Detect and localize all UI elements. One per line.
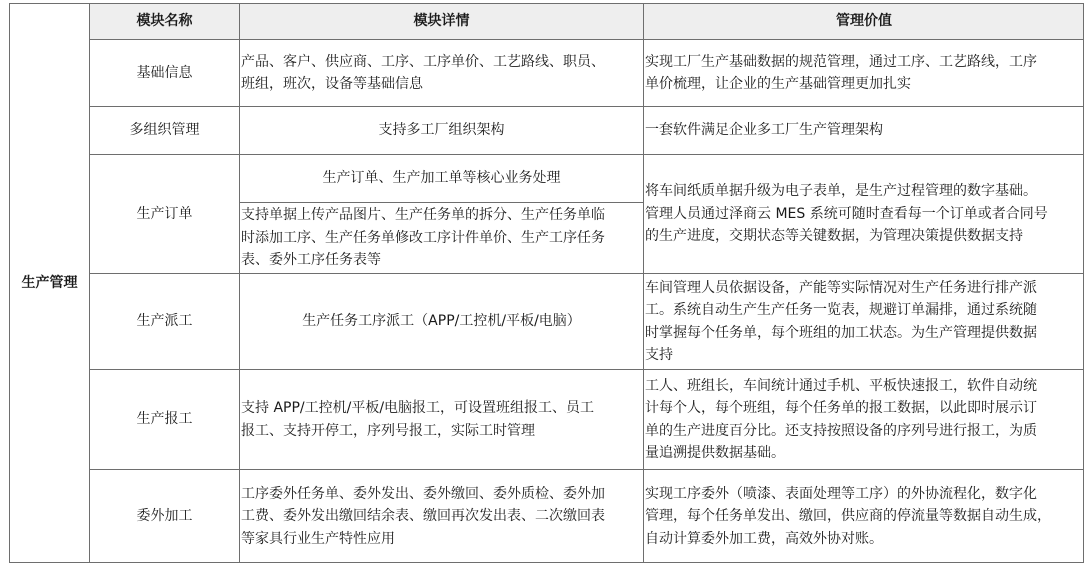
row-multi-org-detail [239,106,643,154]
row-multi-org-value [643,106,1084,154]
header-module-detail-text: 模块详情 [413,13,470,30]
module-detail: 生产任务工序派工（APP/工控机/平板/电脑） [302,313,581,330]
module-name: 生产报工 [136,411,193,428]
module-name: 生产订单 [136,205,193,222]
row-production-order-name [89,154,239,273]
table-bottom-border [9,562,1084,563]
management-value: 车间管理人员依据设备，产能等实际情况对生产任务进行排产派 工。系统自动生产生产任务一览表，规避订单漏排，通过系统随 时掌握每个任务单，每个班组的加工状态。为生产管理提供数据 支持 [645,279,1037,363]
row-outsourcing-value [643,469,1084,563]
management-value: 工人、班组长，车间统计通过手机、平板快速报工，软件自动统 计每个人，每个班组，每个任务单的报工数据，以此即时展示订 单的生产进度百分比。还支持按照设备的序列号进行报工，为质 量追溯提供数据基础。 [645,377,1037,461]
row-work-report-name [89,369,239,469]
category-label: 生产管理 [21,275,78,292]
row-dispatch-value [643,273,1084,369]
row-production-order-detail-b [239,202,643,273]
row-multi-org-name [89,106,239,154]
header-management-value [643,3,1084,39]
module-detail: 生产订单、生产加工单等核心业务处理 [322,170,561,187]
header-module-detail [239,3,643,39]
row-outsourcing-name [89,469,239,563]
category-cell [9,3,89,563]
row-basic-info-name [89,39,239,106]
module-detail: 工序委外任务单、委外发出、委外缴回、委外质检、委外加 工费、委外发出缴回结余表、缴回再次发出表、二次缴回表 等家具行业生产特性应用 [241,485,605,547]
row-production-order-value [643,154,1084,273]
row-basic-info-detail [239,39,643,106]
management-value: 实现工序委外（喷漆、表面处理等工序）的外协流程化，数字化 管理，每个任务单发出、缴回，供应商的停流量等数据自动生成， 自动计算委外加工费，高效外协对账。 [645,485,1051,547]
management-value: 将车间纸质单据升级为电子表单，是生产过程管理的数字基础。 管理人员通过泽商云 MES 系统可随时查看每一个订单或者合同号 的生产进度，交期状态等关键数据，为管理决策提供数据支持 [645,183,1048,245]
row-production-order-detail-a [239,154,643,202]
module-detail: 支持 APP/工控机/平板/电脑报工，可设置班组报工、员工 报工、支持开停工，序列号报工，实际工时管理 [241,400,595,439]
header-module-name [89,3,239,39]
module-name: 基础信息 [136,64,193,81]
row-dispatch-name [89,273,239,369]
module-detail: 产品、客户、供应商、工序、工序单价、工艺路线、职员、 班组，班次，设备等基础信息 [241,53,605,92]
module-name: 多组织管理 [129,122,200,139]
module-name: 生产派工 [136,313,193,330]
module-detail: 支持单据上传产品图片、生产任务单的拆分、生产任务单临 时添加工序、生产任务单修改工序计件单价、生产工序任务 表、委外工序任务表等 [241,207,605,269]
row-work-report-detail [239,369,643,469]
header-management-value-text: 管理价值 [836,13,892,30]
row-outsourcing-detail [239,469,643,563]
row-work-report-value [643,369,1084,469]
row-dispatch-detail [239,273,643,369]
header-module-name-text: 模块名称 [136,13,193,30]
module-name: 委外加工 [136,508,193,525]
row-basic-info-value [643,39,1084,106]
module-detail: 支持多工厂组织架构 [378,122,505,139]
management-value: 实现工厂生产基础数据的规范管理，通过工序、工艺路线，工序 单价梳理，让企业的生产基础管理更加扎实 [645,53,1037,92]
management-value: 一套软件满足企业多工厂生产管理架构 [645,122,883,139]
